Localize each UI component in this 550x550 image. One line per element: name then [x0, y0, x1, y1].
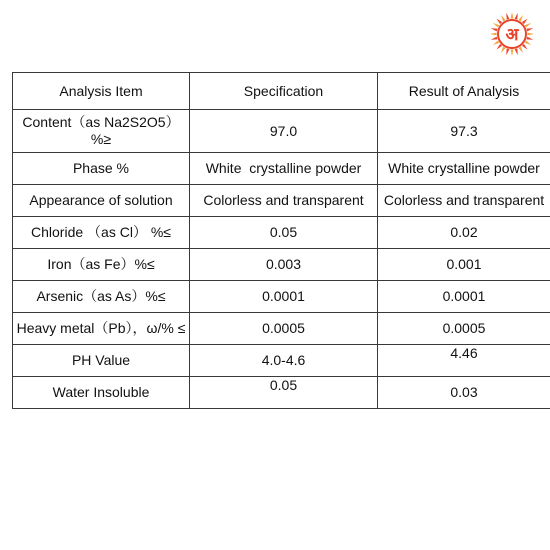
- row-item: Content（as Na2S2O5） %≥: [13, 110, 190, 153]
- row-spec: White crystalline powder: [190, 153, 378, 185]
- sun-ray: [519, 47, 523, 53]
- sun-ray: [496, 18, 502, 24]
- row-result: White crystalline powder: [378, 153, 550, 185]
- row-spec-value: 0.05: [269, 377, 298, 393]
- sun-ray: [506, 13, 509, 20]
- sun-ray: [491, 37, 498, 40]
- row-result: 0.0005: [378, 313, 550, 345]
- row-item: Arsenic（as As）%≤: [13, 281, 190, 313]
- row-result: 0.0001: [378, 281, 550, 313]
- row-result: 0.02: [378, 217, 550, 249]
- table-row: [13, 217, 550, 249]
- row-item: Appearance of solution: [13, 185, 190, 217]
- row-item: Chloride （as Cl） %≤: [13, 217, 190, 249]
- row-result: 0.03: [378, 377, 550, 409]
- row-result: [378, 345, 550, 377]
- sun-ray: [491, 28, 498, 31]
- sun-ray: [501, 15, 505, 21]
- sun-ray: [490, 33, 497, 36]
- row-spec: Colorless and transparent: [190, 185, 378, 217]
- row-spec: 0.05: [190, 217, 378, 249]
- sun-ray: [501, 47, 505, 53]
- sun-ray: [527, 37, 534, 40]
- header-analysis-item: Analysis Item: [13, 73, 190, 110]
- row-spec: 97.0: [190, 110, 378, 153]
- sun-ray: [519, 15, 523, 21]
- table-row: [13, 110, 550, 153]
- table-row: [13, 281, 550, 313]
- row-result: 0.001: [378, 249, 550, 281]
- sun-ray: [511, 49, 514, 56]
- sun-ray: [493, 23, 499, 27]
- row-result: Colorless and transparent: [378, 185, 550, 217]
- table-row: [13, 345, 550, 377]
- sun-ray: [525, 41, 531, 45]
- row-result-value: 4.46: [450, 345, 478, 361]
- logo-glyph: अ: [505, 25, 519, 45]
- header-result: Result of Analysis: [378, 73, 550, 110]
- sun-ray: [515, 13, 518, 20]
- row-spec: 0.003: [190, 249, 378, 281]
- sun-ray: [527, 33, 534, 36]
- row-spec: [190, 377, 378, 409]
- row-item: Iron（as Fe）%≤: [13, 249, 190, 281]
- sun-ray: [522, 18, 528, 24]
- row-item: Phase %: [13, 153, 190, 185]
- table-row: [13, 153, 550, 185]
- sun-ray: [493, 41, 499, 45]
- sun-ray: [515, 49, 518, 56]
- sun-ray: [511, 12, 514, 19]
- brand-logo: [489, 11, 535, 57]
- row-spec: 0.0001: [190, 281, 378, 313]
- sun-ray: [525, 23, 531, 27]
- sun-ray: [496, 44, 502, 50]
- sun-ray: [522, 44, 528, 50]
- table-row: [13, 249, 550, 281]
- table-row: [13, 313, 550, 345]
- row-spec: 4.0-4.6: [190, 345, 378, 377]
- table-row: [13, 377, 550, 409]
- header-specification: Specification: [190, 73, 378, 110]
- table-row: [13, 185, 550, 217]
- row-item: Heavy metal（Pb），ω/% ≤: [13, 313, 190, 345]
- analysis-table: [12, 72, 550, 409]
- row-spec: 0.0005: [190, 313, 378, 345]
- table-header-row: [13, 73, 550, 110]
- sun-ray: [527, 28, 534, 31]
- row-item: PH Value: [13, 345, 190, 377]
- sun-ray: [506, 49, 509, 56]
- row-item: Water Insoluble: [13, 377, 190, 409]
- row-result: 97.3: [378, 110, 550, 153]
